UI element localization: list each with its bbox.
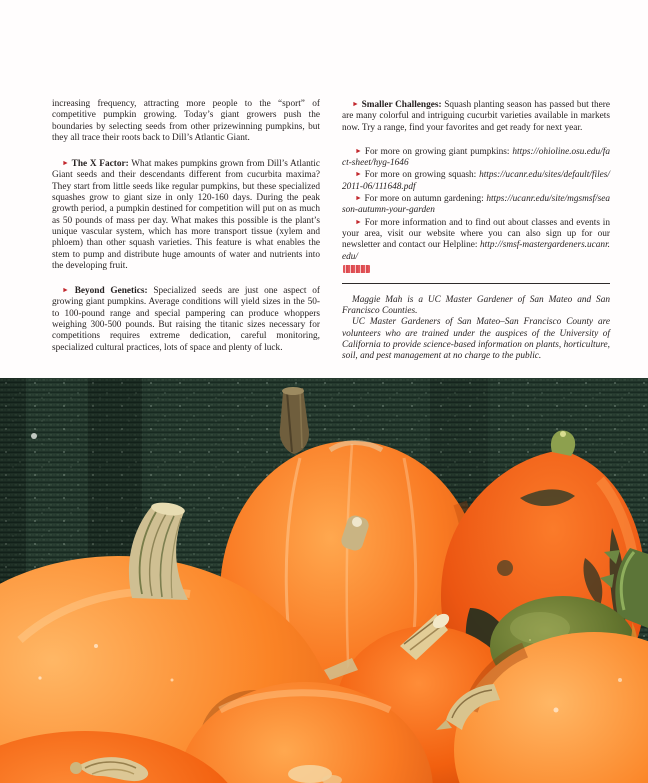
paragraph-lead: Beyond Genetics: bbox=[74, 286, 148, 297]
resource-text: For more on growing giant pumpkins: bbox=[364, 146, 513, 157]
paragraph-lead: Smaller Challenges: bbox=[361, 100, 442, 110]
bullet-arrow-icon: ► bbox=[355, 146, 362, 155]
resource-item bbox=[342, 217, 610, 263]
tarp-speck bbox=[31, 433, 37, 439]
bullet-arrow-icon: ► bbox=[355, 194, 362, 203]
bullet-arrow-icon: ► bbox=[355, 170, 362, 179]
resource-link[interactable]: https://ucanr.edu/sites/default/files/2011-06/111648.pdf bbox=[342, 170, 611, 192]
paragraph-text: increasing frequency, attracting more people to the “sport” of competitive pumpkin growing. Today’s giant growers push the boundaries by selecting seeds from other prizewinning pumpkins, but they all trace their roots back to Dill’s Atlantic Giant. bbox=[52, 99, 320, 143]
paragraph bbox=[52, 285, 320, 354]
resource-link[interactable]: http://smsf-mastergardeners.ucanr.edu/ bbox=[342, 240, 610, 262]
section-divider bbox=[342, 283, 610, 284]
resource-text: For more on growing squash: bbox=[364, 170, 480, 181]
resource-item bbox=[342, 193, 610, 217]
bullet-arrow-icon: ► bbox=[62, 286, 69, 295]
resource-item bbox=[342, 146, 610, 170]
pumpkin-photo-illustration bbox=[0, 378, 648, 783]
bullet-arrow-icon: ► bbox=[62, 159, 69, 168]
paragraph-text: What makes pumpkins grown from Dill’s Atlantic Giant seeds and their descendants different from cucurbita maxima? They start from little seeds like regular pumpkins, but these specialized squashes grow to giant size in only 120-160 days. During the peak growth period, a pumpkin destined for competition will put on as much as 50 pounds of mass per day. What makes this possible is the plant’s unique vascular system, which has more transport tissue (xylem and phloem) than other squash varieties. This feature is what enables the stem to pump and distribute huge amounts of water and nutrients into the developing fruit. bbox=[52, 159, 321, 271]
paragraph-lead: The X Factor: bbox=[71, 159, 129, 170]
resource-text: For more on autumn gardening: bbox=[364, 194, 487, 205]
bullet-arrow-icon: ► bbox=[355, 217, 362, 226]
red-stamp-icon bbox=[343, 265, 370, 273]
paragraph bbox=[52, 158, 320, 272]
right-text-column bbox=[342, 99, 610, 363]
organization-bio: UC Master Gardeners of San Mateo–San Francisco County are volunteers who are trained under the auspices of the University of California to provide science-based information on plants, horticulture, soil, and pest management at no charge to the public. bbox=[342, 317, 610, 362]
left-text-column bbox=[52, 99, 320, 365]
resource-link[interactable]: https://ohioline.osu.edu/fact-sheet/hyg-1646 bbox=[342, 146, 611, 169]
paragraph bbox=[342, 99, 610, 134]
resource-item bbox=[342, 169, 610, 193]
resource-text: For more information and to find out about classes and events in your area, visit our website where you can also sign up for our newsletter and contact our Helpline: bbox=[342, 217, 610, 251]
paragraph-text: Specialized seeds are just one aspect of growing giant pumpkins. Average conditions will yield sizes in the 50- to 100-pound range and special pampering can produce whoppers weighing 300-500 pounds. But raising the titanic sizes necessary for competitions requires extreme dedication, careful monitoring, specialized cultural practices, lots of space and plenty of luck. bbox=[52, 286, 320, 353]
pumpkin-photo bbox=[0, 378, 648, 783]
paragraph-text: Squash planting season has passed but there are many colorful and intriguing cucurbit varieties available in markets now. Try a range, find your favorites and get ready for next year. bbox=[342, 100, 611, 133]
bullet-arrow-icon: ► bbox=[352, 100, 359, 108]
paragraph bbox=[52, 99, 320, 144]
author-bio: Maggie Mah is a UC Master Gardener of San Mateo and San Francisco Counties. bbox=[342, 294, 610, 317]
resource-link[interactable]: https://ucanr.edu/site/mgsmsf/season-autumn-your-garden bbox=[342, 194, 611, 216]
